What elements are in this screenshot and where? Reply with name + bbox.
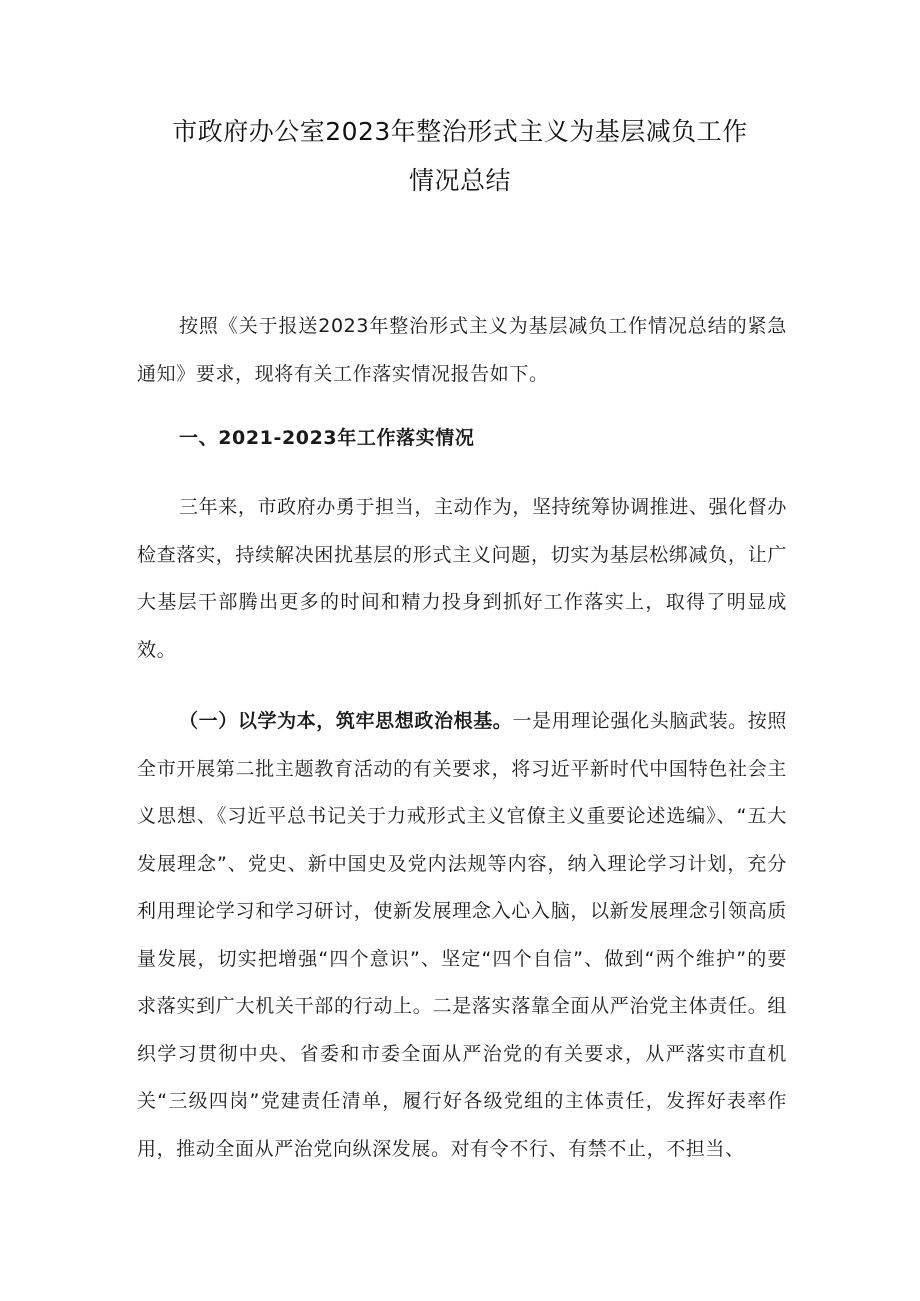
document-title-line-1: 市政府办公室2023年整治形式主义为基层减负工作 (172, 117, 748, 146)
document-title-line-2: 情况总结 (408, 166, 511, 195)
subsection-1-paragraph (137, 698, 787, 1173)
intro-paragraph: 按照《关于报送2023年整治形式主义为基层减负工作情况总结的紧急通知》要求，现将有关工作落实情况报告如下。 (137, 315, 787, 385)
section-1-paragraph: 三年来，市政府办勇于担当，主动作为，坚持统筹协调推进、强化督办检查落实，持续解决困扰基层的形式主义问题，切实为基层松绑减负，让广大基层干部腾出更多的时间和精力投身到抓好工作落实上，取得了明显成效。 (137, 496, 787, 661)
subsection-1-text: 一是用理论强化头脑武装。按照全市开展第二批主题教育活动的有关要求，将习近平新时代中国特色社会主义思想、《习近平总书记关于力戒形式主义官僚主义重要论述选编》、“五大发展理念”、党史、新中国史及党内法规等内容，纳入理论学习计划，充分利用理论学习和学习研讨，使新发展理念入心入脑，以新发展理念引领高质量发展，切实把增强“四个意识”、坚定“四个自信”、做到“两个维护”的要求落实到广大机关干部的行动上。二是落实落靠全面从严治党主体责任。组织学习贯彻中央、省委和市委全面从严治党的有关要求，从严落实市直机关“三级四岗”党建责任清单，履行好各级党组的主体责任，发挥好表率作用，推动全面从严治党向纵深发展。对有令不行、有禁不止，不担当、 (137, 710, 788, 1160)
subsection-1-heading: （一）以学为本，筑牢思想政治根基。 (179, 710, 513, 732)
section-1-heading: 一、2021-2023年工作落实情况 (179, 427, 475, 449)
